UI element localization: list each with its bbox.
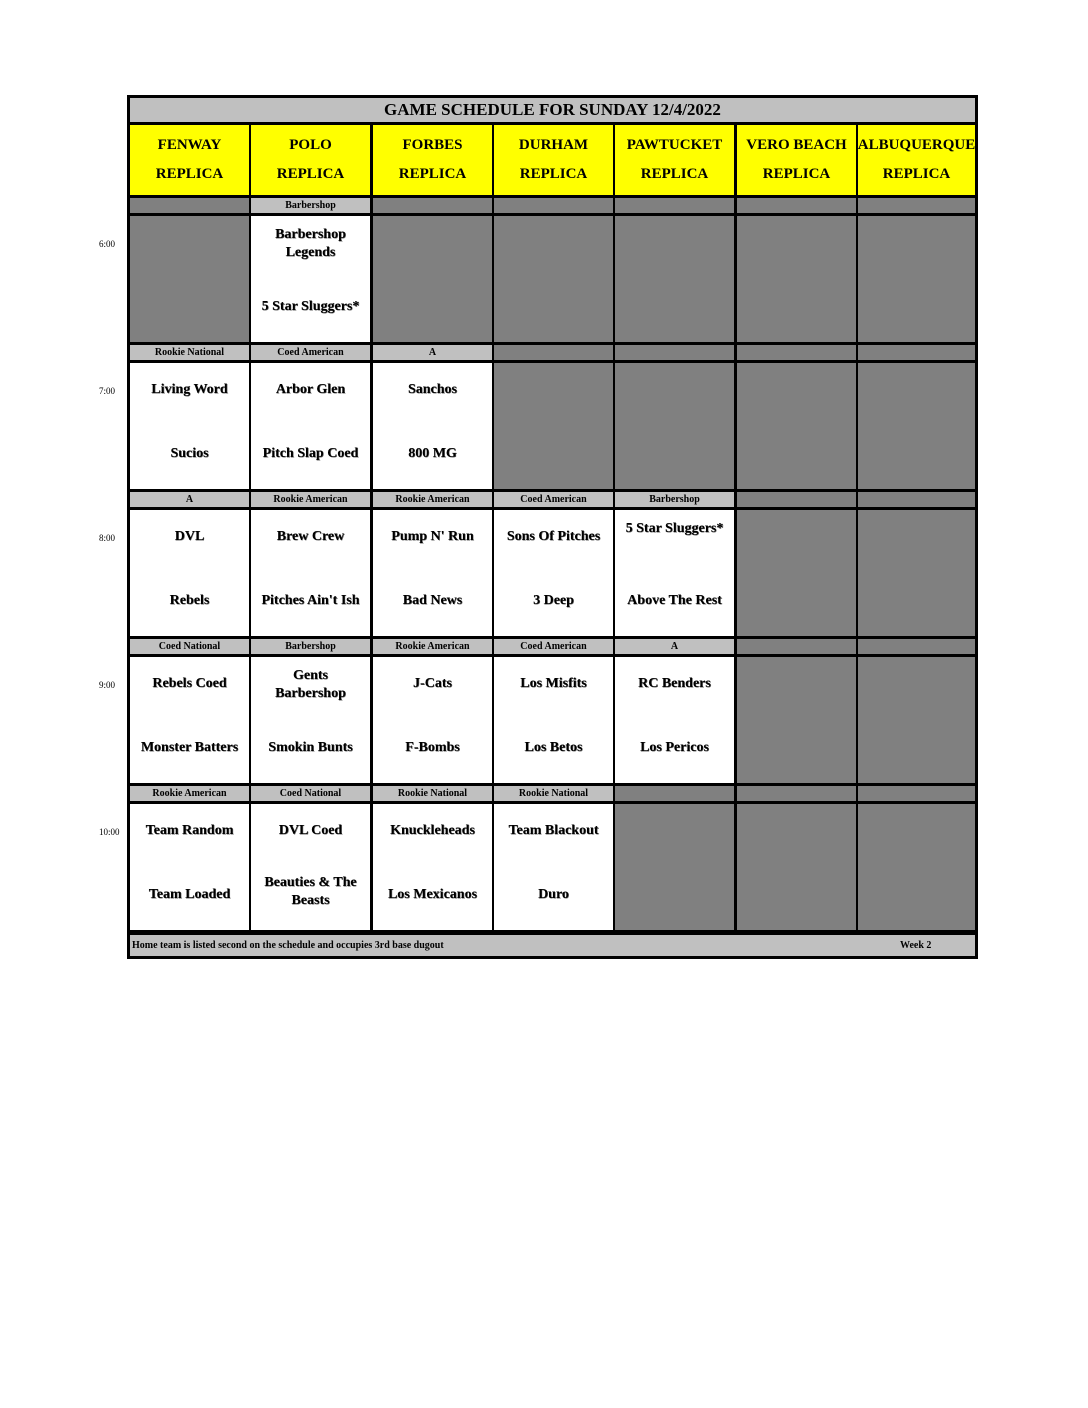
field-type: REPLICA [276,166,345,182]
game-cell [130,804,249,930]
home-team: F-Bombs [405,740,460,755]
field-type: REPLICA [155,166,224,182]
time-slot-label: 7:00 [99,386,116,396]
home-team: Beauties & The Beasts [264,875,357,908]
field-type: REPLICA [519,166,588,182]
time-slot-label: 8:00 [99,533,116,543]
division-label [858,639,975,654]
home-team: 3 Deep [533,593,574,608]
game-cell [373,657,492,783]
game-cell [251,363,370,489]
division-label: Rookie National [373,786,492,801]
division-label: Coed American [251,345,370,360]
game-cell [251,657,370,783]
week-label: Week 2 [900,940,932,951]
field-name: VERO BEACH [746,137,847,153]
schedule-title: GAME SCHEDULE FOR SUNDAY 12/4/2022 [130,98,975,122]
home-team: Los Mexicanos [387,887,478,902]
away-team: Team Blackout [508,823,599,838]
field-header [130,125,249,195]
game-cell [130,510,249,636]
field-type: REPLICA [762,166,831,182]
game-cell [373,363,492,489]
schedule-footer [130,935,975,956]
away-team: Sanchos [407,382,458,397]
home-team: Above The Rest [627,593,722,608]
home-team: Duro [538,887,569,902]
division-label: A [373,345,492,360]
empty-slot [858,510,975,636]
field-name: ALBUQUERQUE [857,137,976,153]
division-label: Rookie American [251,492,370,507]
game-cell [251,216,370,342]
division-label: Rookie National [494,786,613,801]
home-team: Pitch Slap Coed [262,446,359,461]
field-name: DURHAM [518,137,589,153]
field-header [373,125,492,195]
empty-slot [494,216,613,342]
empty-slot [615,216,734,342]
field-header [251,125,370,195]
time-slot-label: 10:00 [99,827,120,837]
division-label: Rookie American [373,492,492,507]
empty-slot [494,363,613,489]
division-label: Rookie American [130,786,249,801]
home-team: Los Pericos [640,740,709,755]
game-cell [615,510,734,636]
division-label [494,345,613,360]
home-team: Pitches Ain't Ish [261,593,360,608]
home-team: Smokin Bunts [268,740,353,755]
away-team: Brew Crew [276,529,345,544]
division-label [858,786,975,801]
division-label [494,198,613,213]
game-cell [494,510,613,636]
division-label [737,639,856,654]
empty-slot [615,804,734,930]
home-team: Monster Batters [140,740,239,755]
field-header [615,125,734,195]
home-team: 800 MG [408,446,457,461]
home-team: 5 Star Sluggers* [261,299,360,314]
away-team: Rebels Coed [152,676,227,691]
empty-slot [737,363,856,489]
away-team: Living Word [151,382,228,397]
division-label: Barbershop [615,492,734,507]
field-header [737,125,856,195]
division-label: Coed American [494,492,613,507]
empty-slot [737,657,856,783]
field-type: REPLICA [640,166,709,182]
away-team: Team Random [145,823,234,838]
home-team-note: Home team is listed second on the schedule and occupies 3rd base dugout [132,940,444,951]
division-label [615,786,734,801]
division-label: Coed American [494,639,613,654]
home-team: Bad News [402,593,463,608]
away-team: Sons Of Pitches [506,529,601,544]
empty-slot [858,216,975,342]
game-cell [615,657,734,783]
field-type: REPLICA [882,166,951,182]
away-team: Knuckleheads [390,823,475,838]
division-label [858,492,975,507]
away-team: J-Cats [413,676,452,691]
empty-slot [373,216,492,342]
division-label [615,345,734,360]
schedule-table [127,95,978,959]
empty-slot [737,804,856,930]
division-label: Rookie American [373,639,492,654]
empty-slot [130,216,249,342]
home-team: Team Loaded [148,887,231,902]
field-name: POLO [289,137,332,153]
division-label: Barbershop [251,198,370,213]
field-type: REPLICA [398,166,467,182]
field-name: FORBES [402,137,463,153]
away-team: Barbershop Legends [275,227,346,260]
division-label [130,198,249,213]
empty-slot [737,216,856,342]
division-label [858,198,975,213]
division-label: Barbershop [251,639,370,654]
division-label: A [130,492,249,507]
away-team: 5 Star Sluggers* [625,521,724,536]
game-cell [494,657,613,783]
away-team: RC Benders [638,676,711,691]
away-team: Los Misfits [520,676,587,691]
division-label [615,198,734,213]
game-cell [373,510,492,636]
empty-slot [737,510,856,636]
game-cell [251,804,370,930]
field-header [858,125,975,195]
empty-slot [615,363,734,489]
game-cell [130,657,249,783]
home-team: Sucios [170,446,209,461]
field-header [494,125,613,195]
field-name: FENWAY [157,137,222,153]
division-label [737,198,856,213]
away-team: Arbor Glen [275,382,346,397]
time-slot-label: 9:00 [99,680,116,690]
division-label [737,345,856,360]
division-label [737,492,856,507]
division-label: Coed National [130,639,249,654]
away-team: DVL [174,529,205,544]
division-label: Rookie National [130,345,249,360]
game-cell [373,804,492,930]
division-label [373,198,492,213]
away-team: Pump N' Run [391,529,474,544]
game-cell [251,510,370,636]
away-team: Gents Barbershop [275,668,346,701]
empty-slot [858,657,975,783]
home-team: Rebels [169,593,210,608]
empty-slot [858,804,975,930]
division-label [858,345,975,360]
game-cell [130,363,249,489]
game-cell [494,804,613,930]
empty-slot [858,363,975,489]
division-label [737,786,856,801]
home-team: Los Betos [524,740,583,755]
away-team: DVL Coed [278,823,343,838]
division-label: Coed National [251,786,370,801]
time-slot-label: 6:00 [99,239,116,249]
field-name: PAWTUCKET [626,137,723,153]
division-label: A [615,639,734,654]
